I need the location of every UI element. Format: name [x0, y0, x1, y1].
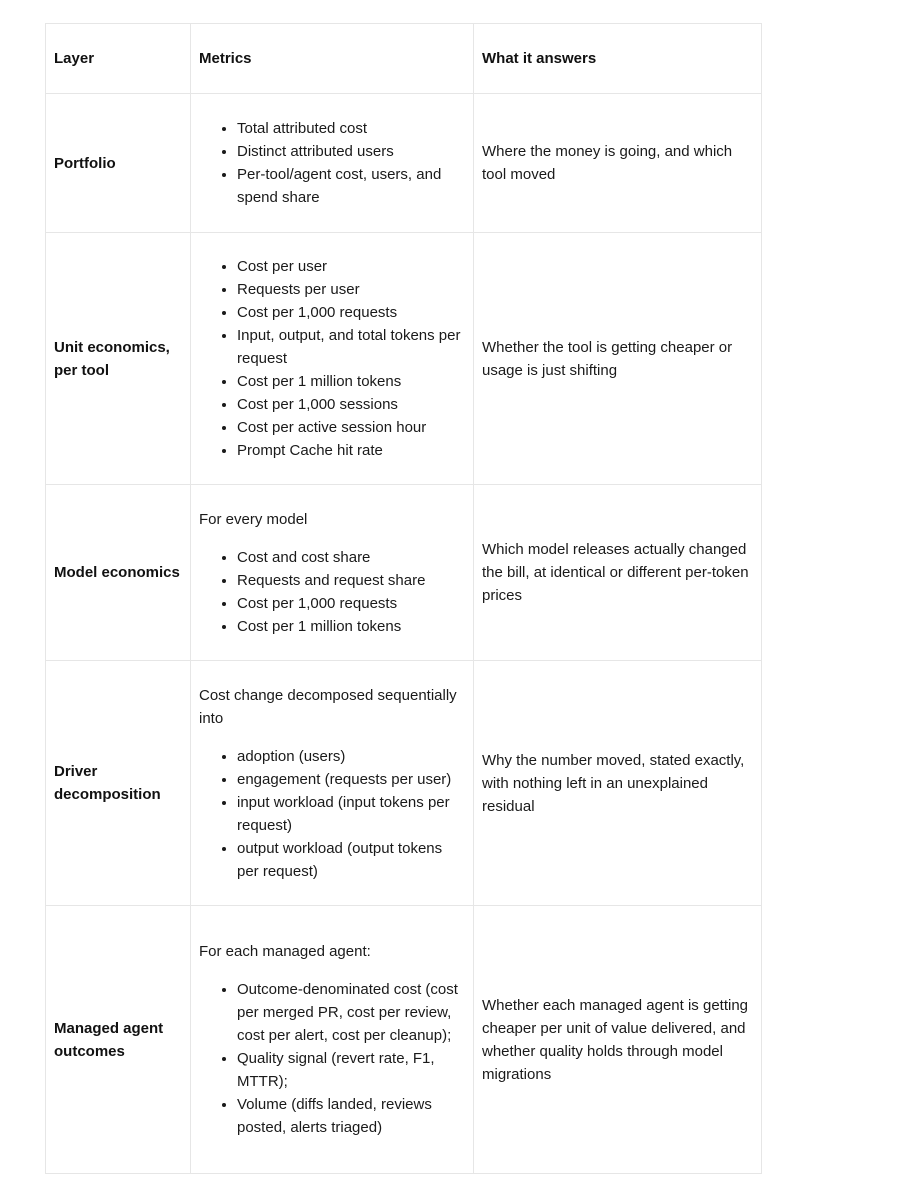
metric-item: • Quality signal (revert rate, F1, MTTR); [237, 1047, 465, 1093]
metrics-cell [191, 661, 474, 906]
header-layer: Layer [46, 24, 191, 94]
header-what-it-answers: What it answers [474, 24, 762, 94]
answer-cell: Where the money is going, and which tool moved [474, 94, 762, 233]
metrics-cell [191, 94, 474, 233]
metric-item: • Cost per 1,000 requests [237, 592, 465, 615]
metrics-list [199, 117, 465, 209]
table-row [46, 906, 762, 1174]
table-row [46, 233, 762, 485]
answer-cell: Whether the tool is getting cheaper or usage is just shifting [474, 233, 762, 485]
metric-item: • Outcome-denominated cost (cost per merged PR, cost per review, cost per alert, cost per cleanup); [237, 978, 465, 1047]
layer-cell: Model economics [46, 485, 191, 661]
metric-item: • engagement (requests per user) [237, 768, 465, 791]
metrics-cell [191, 485, 474, 661]
metrics-list [199, 978, 465, 1139]
metrics-table [45, 23, 762, 1174]
metric-item: • Distinct attributed users [237, 140, 465, 163]
table-row [46, 485, 762, 661]
layer-cell: Driver decomposition [46, 661, 191, 906]
metric-item: • Cost per 1,000 requests [237, 301, 465, 324]
metrics-list [199, 255, 465, 462]
metric-item: • adoption (users) [237, 745, 465, 768]
metric-item: • output workload (output tokens per request) [237, 837, 465, 883]
metric-item: • Volume (diffs landed, reviews posted, alerts triaged) [237, 1093, 465, 1139]
layer-cell: Managed agent outcomes [46, 906, 191, 1174]
layer-cell: Portfolio [46, 94, 191, 233]
answer-cell: Whether each managed agent is getting cheaper per unit of value delivered, and whether quality holds through model migrations [474, 906, 762, 1174]
metrics-cell [191, 233, 474, 485]
metrics-intro: For every model [199, 510, 308, 528]
answer-cell: Why the number moved, stated exactly, with nothing left in an unexplained residual [474, 661, 762, 906]
answer-cell: Which model releases actually changed the bill, at identical or different per-token prices [474, 485, 762, 661]
metric-item: • Cost per user [237, 255, 465, 278]
metric-item: • Prompt Cache hit rate [237, 439, 465, 462]
metric-item: • Per-tool/agent cost, users, and spend share [237, 163, 465, 209]
header-metrics: Metrics [191, 24, 474, 94]
metrics-list [199, 546, 465, 638]
metric-item: • Cost and cost share [237, 546, 465, 569]
metric-item: • Cost per active session hour [237, 416, 465, 439]
metric-item: • Requests and request share [237, 569, 465, 592]
metrics-list [199, 745, 465, 883]
metric-item: • Cost per 1 million tokens [237, 370, 465, 393]
table-header-row [46, 24, 762, 94]
metrics-intro: Cost change decomposed sequentially into [199, 686, 457, 727]
table-row [46, 661, 762, 906]
metric-item: • Cost per 1 million tokens [237, 615, 465, 638]
metric-item: • Cost per 1,000 sessions [237, 393, 465, 416]
metrics-cell [191, 906, 474, 1174]
metrics-intro: For each managed agent: [199, 943, 371, 960]
metric-item: • Total attributed cost [237, 117, 465, 140]
table-row [46, 94, 762, 233]
metric-item: • Requests per user [237, 278, 465, 301]
layer-cell: Unit economics, per tool [46, 233, 191, 485]
metric-item: • input workload (input tokens per request) [237, 791, 465, 837]
metric-item: • Input, output, and total tokens per request [237, 324, 465, 370]
